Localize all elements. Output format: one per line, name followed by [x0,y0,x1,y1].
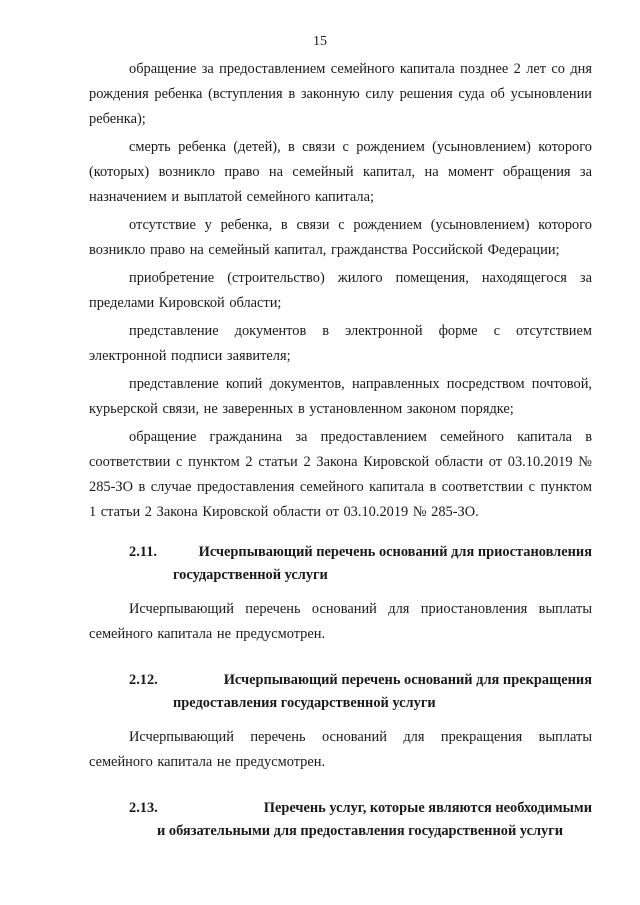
list-item: приобретение (строительство) жилого помещения, находящегося за пределами Кировской области; [89,270,592,311]
list-item: обращение за предоставлением семейного капитала позднее 2 лет со дня рождения ребенка (вступления в законную силу решения суда об усыновлении ребенка); [89,61,592,127]
section-body-2-12: Исчерпывающий перечень оснований для прекращения выплаты семейного капитала не предусмотрен. [89,729,592,770]
section-title-line1: Исчерпывающий перечень оснований для приостановления [198,544,592,560]
section-number: 2.13. [129,800,158,816]
section-body-2-11: Исчерпывающий перечень оснований для приостановления выплаты семейного капитала не предусмотрен. [89,601,592,642]
section-title-line2: государственной услуги [173,567,328,583]
section-title-line1: Исчерпывающий перечень оснований для прекращения [223,672,592,688]
page-number: 15 [313,34,327,49]
section-heading-2-12 [89,669,592,715]
section-number: 2.11. [129,544,157,560]
list-item: смерть ребенка (детей), в связи с рождением (усыновлением) которого (которых) возникло право на семейный капитал, на момент обращения за назначением и выплатой семейного капитала; [89,139,592,205]
list-item: представление документов в электронной форме с отсутствием электронной подписи заявителя; [89,323,592,364]
section-title-line2: предоставления государственной услуги [173,695,436,711]
section-title-line2: и обязательными для предоставления государственной услуги [157,823,564,839]
section-title-line1: Перечень услуг, которые являются необходимыми [263,800,592,816]
list-item: обращение гражданина за предоставлением семейного капитала в соответствии с пунктом 2 статьи 2 Закона Кировской области от 03.10.2019 № 285-ЗО в случае предоставления семейного капитала в соответствии с пунктом 1 статьи 2 Закона Кировской области от 03.10.2019 № 285-ЗО. [89,429,592,520]
list-item: представление копий документов, направленных посредством почтовой, курьерской связи, не заверенных в установленном законом порядке; [89,376,592,417]
document-body [89,57,592,843]
list-item: отсутствие у ребенка, в связи с рождением (усыновлением) которого возникло право на семейный капитал, гражданства Российской Федерации; [89,217,592,258]
section-heading-2-13 [89,797,592,843]
section-heading-2-11 [89,541,592,587]
section-number: 2.12. [129,672,158,688]
